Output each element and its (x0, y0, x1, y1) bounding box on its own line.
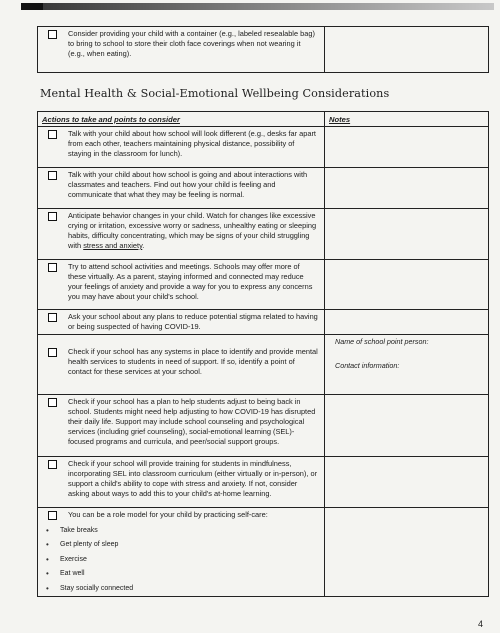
checkbox[interactable] (48, 263, 57, 272)
list-item: • Take breaks (38, 524, 324, 538)
notes-cell[interactable] (325, 457, 489, 508)
checkbox[interactable] (48, 212, 57, 221)
notes-cell[interactable] (325, 260, 489, 310)
action-cell (38, 127, 325, 168)
checkbox[interactable] (48, 313, 57, 322)
checkbox[interactable] (48, 348, 57, 357)
table-row (38, 168, 489, 209)
checkbox[interactable] (48, 398, 57, 407)
action-cell (38, 260, 325, 310)
list-item: • Stay socially connected (38, 582, 324, 596)
action-text: Talk with your child about how school will look different (e.g., desks far apart from each other, teachers maintaining physical distance, possibility of staying in the classroom for lunch). (68, 129, 316, 158)
action-text: Anticipate behavior changes in your child. Watch for changes like excessive crying or irritation, excessive worry or sadness, unhealthy eating or sleeping habits, difficulty concentrating, which may be signs of your child struggling with (68, 211, 317, 250)
action-text: Consider providing your child with a container (e.g., labeled resealable bag) to bring to school to store their cloth face coverings when not wearing it (e.g., when eating). (68, 29, 315, 58)
header-dark-block (21, 3, 43, 10)
notes-cell[interactable] (325, 310, 489, 335)
action-cell (38, 310, 325, 335)
checkbox[interactable] (48, 511, 57, 520)
notes-cell[interactable] (325, 209, 489, 260)
header-gradient-band (43, 3, 494, 10)
contact-info-label: Contact information: (335, 361, 400, 370)
notes-cell[interactable] (325, 395, 489, 457)
table-row (38, 335, 489, 395)
point-person-label: Name of school point person: (335, 337, 429, 346)
top-header-bar (0, 0, 500, 13)
actions-column-header: Actions to take and points to consider (38, 112, 325, 127)
table-header-row (38, 112, 489, 127)
list-item: • Eat well (38, 567, 324, 581)
notes-cell[interactable] (325, 127, 489, 168)
action-cell (38, 508, 325, 597)
table-row (38, 508, 489, 597)
list-item: • Get plenty of sleep (38, 538, 324, 552)
list-item: • Exercise (38, 553, 324, 567)
table-row (38, 209, 489, 260)
table-row (38, 310, 489, 335)
page-number: 4 (477, 619, 483, 629)
action-cell (38, 27, 325, 73)
action-text: Talk with your child about how school is going and about interactions with classmates and teachers. Find out how your child is feeling and communicate that what they may be feeling is normal. (68, 170, 308, 199)
checkbox[interactable] (48, 30, 57, 39)
action-cell (38, 209, 325, 260)
link-trailing-period: . (142, 241, 145, 250)
checkbox[interactable] (48, 130, 57, 139)
stress-anxiety-link[interactable]: stress and anxiety (83, 241, 143, 250)
notes-cell[interactable] (325, 335, 489, 395)
action-cell (38, 395, 325, 457)
action-text: Check if your school has a plan to help students adjust to being back in school. Students might need help adjusting to how COVID-19 has disrupted their daily life. Support may include school counseling and psychological services (including grief counseling), social-emotional learning (SEL)-focused programs and curricula, and peer/social support groups. (68, 397, 316, 446)
notes-cell[interactable] (325, 508, 489, 597)
notes-cell[interactable] (325, 168, 489, 209)
action-text: You can be a role model for your child by practicing self-care: (68, 510, 268, 519)
self-care-list (38, 524, 324, 596)
table-row (38, 27, 489, 73)
top-checklist-table (37, 26, 489, 73)
action-cell (38, 335, 325, 395)
checkbox[interactable] (48, 460, 57, 469)
action-cell (38, 168, 325, 209)
notes-column-header: Notes (325, 112, 489, 127)
action-text: Check if your school has any systems in place to identify and provide mental health services to students in need of support. If so, identify a point of contact for these services at your school. (68, 347, 318, 376)
action-text: Try to attend school activities and meetings. Schools may offer more of these virtually. As a parent, staying informed and connected may reduce your feelings of anxiety and provide a way for you to express any concerns you may have about your child's school. (68, 262, 313, 301)
section-title: Mental Health & Social-Emotional Wellbeing Considerations (40, 87, 390, 100)
table-row (38, 127, 489, 168)
table-row (38, 260, 489, 310)
action-cell (38, 457, 325, 508)
action-text: Check if your school will provide training for students in mindfulness, incorporating SEL into classroom curriculum (either virtually or in-person), or support a child's ability to cope with stress and anxiety. If not, consider asking about ways to add this to your child's at-home learning. (68, 459, 318, 498)
checkbox[interactable] (48, 171, 57, 180)
mental-health-table (37, 111, 489, 597)
table-row (38, 457, 489, 508)
notes-cell[interactable] (325, 27, 489, 73)
table-row (38, 395, 489, 457)
action-text: Ask your school about any plans to reduce potential stigma related to having or being suspected of having COVID-19. (68, 312, 318, 331)
